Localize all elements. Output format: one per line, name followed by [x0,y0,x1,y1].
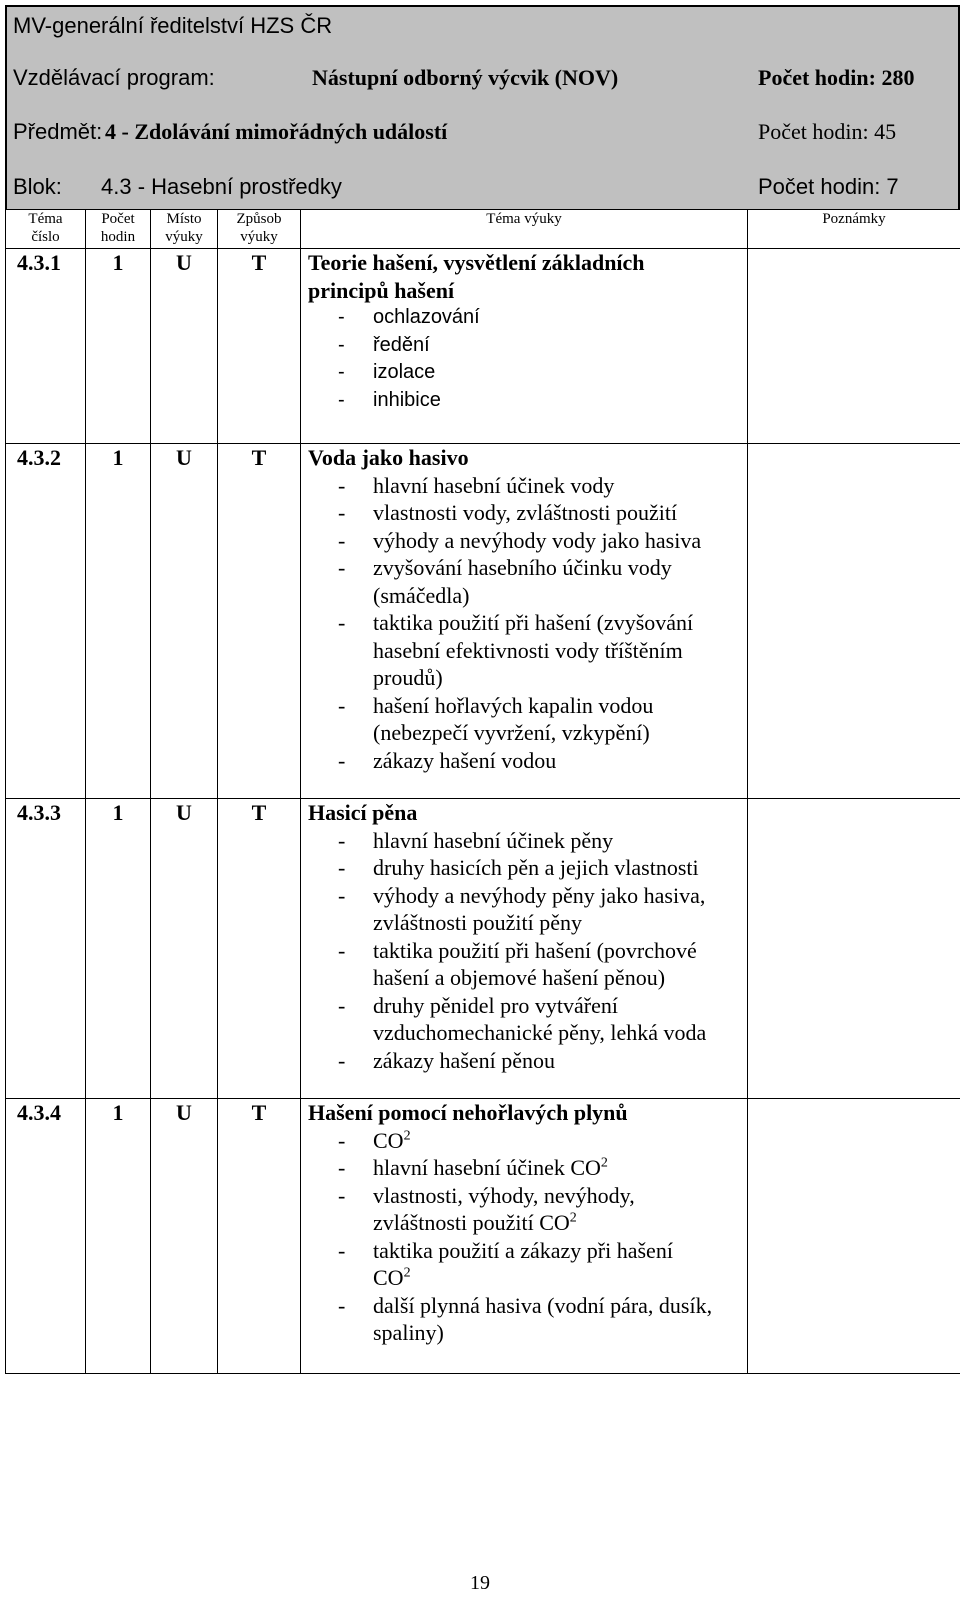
topic-notes [748,249,960,444]
program-name: Nástupní odborný výcvik (NOV) [312,65,619,90]
bullet-line [373,609,747,637]
topic-place: U [151,799,218,1099]
bullet-text: hlavní hasební účinek CO [373,1155,601,1180]
subscript-number: 2 [403,1265,411,1281]
topic-row [6,1099,960,1374]
bullet-text: CO [373,1265,404,1290]
bullet-text: proudů) [373,665,443,690]
topic-bullet-item [308,747,747,775]
bullet-text: taktika použití při hašení (zvyšování [373,610,694,635]
bullet-text: CO [373,1127,404,1153]
topic-notes [748,799,960,1099]
bullet-text: vlastnosti vody, zvláštnosti použití [373,500,678,525]
topic-bullet-item [308,554,747,609]
topic-bullet-item [308,1237,747,1292]
subject-row [13,119,952,149]
bullet-line [373,554,747,582]
bullet-dash: - [338,1047,346,1073]
bullet-text: (smáčedla) [373,582,470,608]
topic-title-line: Teorie hašení, vysvětlení základních [308,250,645,275]
bullet-text: vlastnosti, výhody, nevýhody, [373,1182,635,1208]
program-label: Vzdělávací program: [13,65,215,90]
bullet-text: ředění [373,333,430,356]
bullet-text: izolace [373,361,436,383]
bullet-line [373,827,747,855]
topic-method: T [218,444,301,799]
col-header-topic: Téma výuky [301,210,748,249]
block-hours: Počet hodin: 7 [758,174,899,199]
program-hours: Počet hodin: 280 [758,65,915,90]
topic-number: 4.3.3 [6,799,86,1099]
header-panel [5,5,960,209]
topic-bullet-item [308,1292,747,1347]
bullet-text: zákazy hašení pěnou [373,1047,556,1073]
bullet-dash: - [338,937,346,963]
topic-notes [748,1099,960,1374]
topic-bullet-item [308,499,747,527]
bullet-dash: - [338,1155,346,1180]
subscript-number: 2 [600,1155,608,1171]
topic-title-line: principů hašení [308,277,455,303]
topic-number: 4.3.1 [6,249,86,444]
bullet-line [373,1019,747,1047]
bullet-line [373,1292,747,1320]
topic-bullet-item [308,527,747,555]
org-name: MV-generální ředitelství HZS ČR [13,13,333,38]
bullet-dash: - [338,306,345,328]
topic-content [301,1099,748,1374]
bullet-text: spaliny) [373,1320,444,1345]
topic-number: 4.3.4 [6,1099,86,1374]
bullet-text: taktika použití při hašení (povrchové [373,937,697,963]
bullet-line [373,747,747,775]
bullet-dash: - [338,555,346,580]
bullet-text: zvláštnosti použití CO [373,1210,570,1235]
bullet-text: zvyšování hasebního účinku vody [373,555,672,580]
bullet-dash: - [338,610,346,635]
bullet-line [373,387,747,415]
bullet-line [373,854,747,882]
topic-content [301,444,748,799]
bullet-dash: - [338,1292,346,1318]
topics-table [5,209,960,1374]
bullet-text: druhy pěnidel pro vytváření [373,992,618,1018]
page-number: 19 [470,1572,490,1594]
bullet-line [373,472,747,500]
bullet-line [373,1182,747,1210]
subscript-number: 2 [403,1128,411,1144]
bullet-text: další plynná hasiva (vodní pára, dusík, [373,1292,713,1318]
bullet-dash: - [338,500,346,525]
topic-bullet-item [308,692,747,747]
col-header-topic-number: Téma číslo [6,210,86,249]
bullet-text: výhody a nevýhody pěny jako hasiva, [373,882,706,908]
topic-bullet-item [308,992,747,1047]
bullet-line [373,937,747,965]
topic-body [6,249,960,1374]
bullet-dash: - [338,827,346,853]
bullet-dash: - [338,1237,346,1263]
topic-hours: 1 [86,444,151,799]
topic-place: U [151,1099,218,1374]
bullet-dash: - [338,527,346,553]
bullet-line [373,527,747,555]
col-header-notes: Poznámky [748,210,960,249]
bullet-dash: - [338,1182,346,1208]
bullet-text: hlavní hasební účinek vody [373,472,615,498]
topic-title-line: Hašení pomocí nehořlavých plynů [308,1100,628,1125]
topic-bullet-item [308,359,747,387]
topic-bullet-item [308,332,747,360]
bullet-text: druhy hasicích pěn a jejich vlastnosti [373,855,699,880]
topic-bullet-item [308,387,747,415]
bullet-dash: - [338,692,346,718]
bullet-line [373,1319,747,1347]
bullet-dash: - [338,747,346,773]
topic-hours: 1 [86,1099,151,1374]
bullet-text: hasební efektivnosti vody tříštěním [373,637,683,663]
bullet-line [373,692,747,720]
topic-bullet-item [308,854,747,882]
bullet-line [373,1264,747,1292]
topic-place: U [151,444,218,799]
col-header-method: Způsob výuky [218,210,301,249]
block-row [13,174,952,204]
bullet-dash: - [338,333,345,356]
bullet-text: zákazy hašení vodou [373,747,557,773]
bullet-line [373,882,747,910]
bullet-dash: - [338,855,346,880]
bullet-dash: - [338,361,345,383]
topic-method: T [218,1099,301,1374]
topic-content [301,249,748,444]
topic-bullet-item [308,1154,747,1182]
block-label: Blok: [13,174,62,199]
bullet-dash: - [338,882,346,908]
topic-row [6,249,960,444]
bullet-text: ochlazování [373,306,480,328]
topic-bullet-item [308,1127,747,1155]
topic-title-line: Voda jako hasivo [308,445,469,470]
bullet-line [373,1154,747,1182]
topic-bullet-item [308,882,747,937]
bullet-text: inhibice [373,388,441,411]
topic-bullet-item [308,304,747,332]
topic-method: T [218,799,301,1099]
bullet-text: taktika použití a zákazy při hašení [373,1237,673,1263]
bullet-line [373,1209,747,1237]
topic-bullet-item [308,1047,747,1075]
topic-bullet-item [308,937,747,992]
subject-name: 4 - Zdolávání mimořádných událostí [105,119,448,144]
topic-title-line: Hasicí pěna [308,800,418,825]
bullet-line [373,992,747,1020]
col-header-place: Místo výuky [151,210,218,249]
bullet-text: zvláštnosti použití pěny [373,910,582,935]
topic-place: U [151,249,218,444]
topic-hours: 1 [86,249,151,444]
bullet-dash: - [338,388,345,411]
bullet-text: hlavní hasební účinek pěny [373,827,614,853]
bullet-text: vzduchomechanické pěny, lehká voda [373,1020,707,1045]
bullet-line [373,664,747,692]
bullet-dash: - [338,992,346,1018]
subject-hours: Počet hodin: 45 [758,119,897,144]
topic-content [301,799,748,1099]
bullet-text: hašení a objemové hašení pěnou) [373,965,666,990]
bullet-line [373,1047,747,1075]
bullet-line [373,499,747,527]
topic-bullet-item [308,472,747,500]
bullet-text: výhody a nevýhody vody jako hasiva [373,527,702,553]
col-header-hours: Počet hodin [86,210,151,249]
subject-label: Předmět: [13,119,103,144]
topic-number: 4.3.2 [6,444,86,799]
bullet-text: hašení hořlavých kapalin vodou [373,692,654,718]
bullet-dash: - [338,472,346,498]
topic-row [6,444,960,799]
bullet-line [373,332,747,360]
topic-notes [748,444,960,799]
topic-method: T [218,249,301,444]
bullet-text: (nebezpečí vyvržení, vzkypění) [373,720,650,745]
topic-bullet-item [308,609,747,692]
topic-hours: 1 [86,799,151,1099]
program-row [13,65,952,95]
topic-bullet-item [308,1182,747,1237]
bullet-line [373,1127,747,1155]
bullet-line [373,909,747,937]
topic-row [6,799,960,1099]
bullet-line [373,359,747,387]
block-name: 4.3 - Hasební prostředky [101,174,342,199]
bullet-line [373,1237,747,1265]
bullet-line [373,582,747,610]
topic-bullet-item [308,827,747,855]
bullet-line [373,719,747,747]
bullet-line [373,304,747,332]
document-page [5,5,960,1374]
bullet-line [373,964,747,992]
column-header-row [6,210,960,249]
bullet-line [373,637,747,665]
subscript-number: 2 [569,1210,577,1226]
bullet-dash: - [338,1127,346,1153]
